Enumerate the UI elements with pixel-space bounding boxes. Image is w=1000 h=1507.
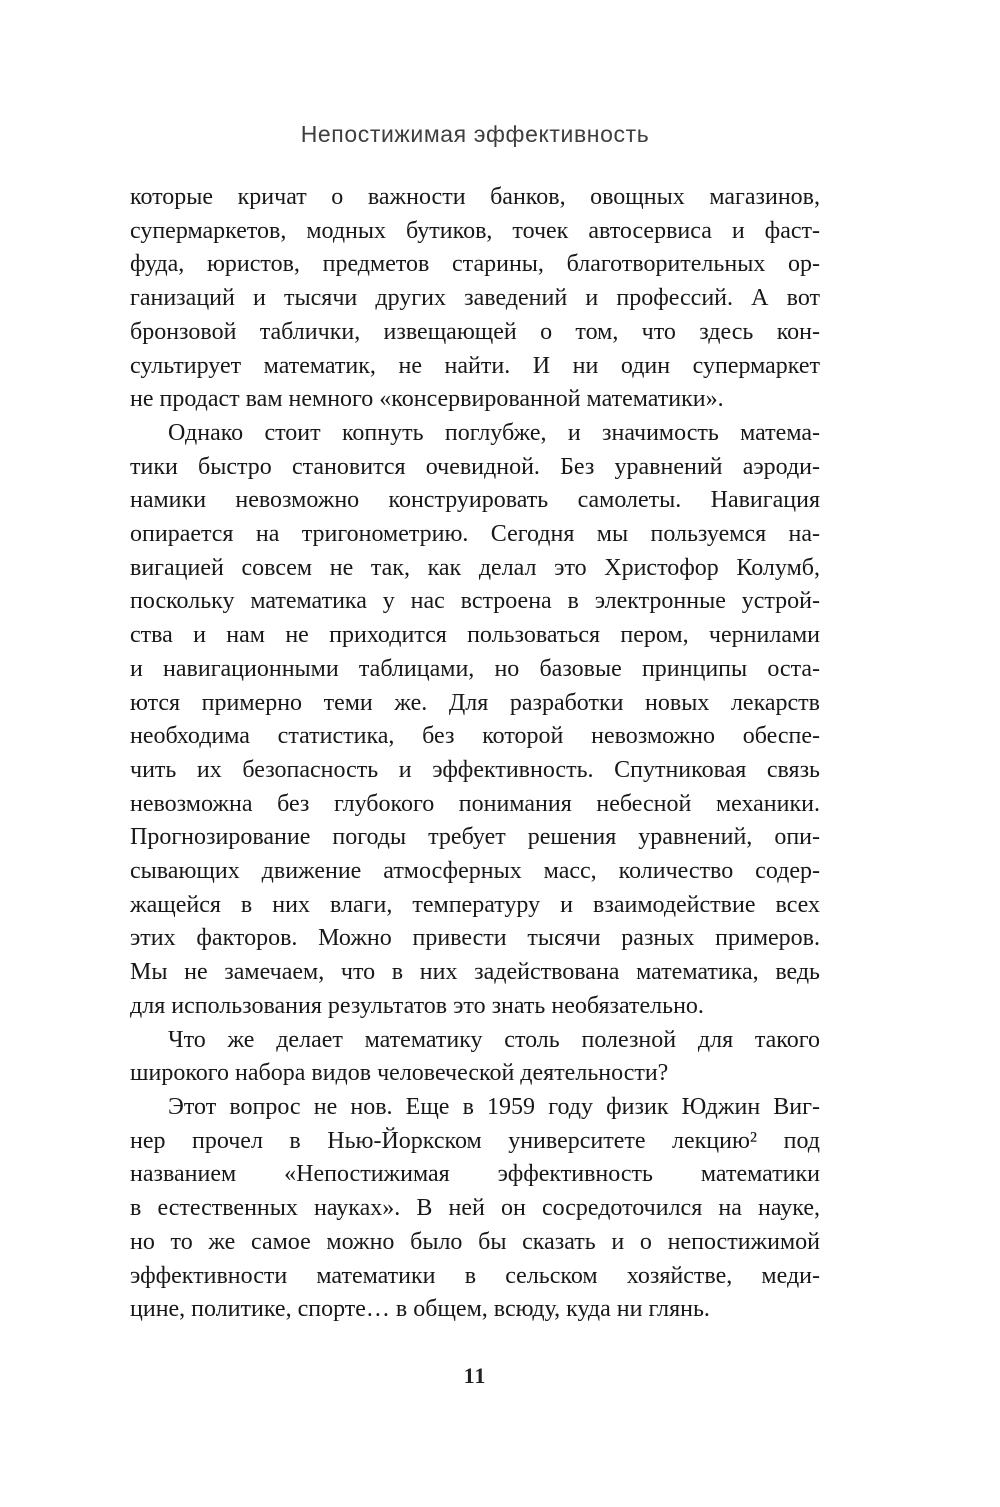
text-line: сультирует математик, не найти. И ни один супермаркет bbox=[130, 352, 820, 379]
text-line: сывающих движение атмосферных масс, количество содер- bbox=[130, 858, 820, 885]
text-line: ства и нам не приходится пользоваться пером, чернилами bbox=[130, 622, 820, 649]
paragraph bbox=[130, 417, 820, 1024]
text-line: жащейся в них влаги, температуру и взаимодействие всех bbox=[130, 891, 820, 918]
text-line: этих факторов. Можно привести тысячи разных примеров. bbox=[130, 925, 820, 952]
text-line: для использования результатов это знать необязательно. bbox=[130, 992, 704, 1019]
text-line: ются примерно теми же. Для разработки новых лекарств bbox=[130, 689, 820, 716]
text-line: Этот вопрос не нов. Еще в 1959 году физик Юджин Виг- bbox=[168, 1093, 820, 1120]
text-block bbox=[130, 181, 820, 1327]
text-line: эффективности математики в сельском хозяйстве, меди- bbox=[130, 1262, 820, 1289]
text-line: в естественных науках». В ней он сосредоточился на науке, bbox=[130, 1195, 820, 1222]
paragraph bbox=[130, 181, 820, 417]
text-line: и навигационными таблицами, но базовые принципы оста- bbox=[130, 655, 820, 682]
text-line: Прогнозирование погоды требует решения уравнений, опи- bbox=[130, 824, 820, 851]
paragraph bbox=[130, 1091, 820, 1327]
text-line: которые кричат о важности банков, овощных магазинов, bbox=[130, 184, 820, 210]
text-line: но то же самое можно было бы сказать и о непостижимой bbox=[130, 1228, 820, 1255]
text-line: нер прочел в Нью-Йоркском университете лекцию² под bbox=[130, 1127, 820, 1154]
text-line: вигацией совсем не так, как делал это Христофор Колумб, bbox=[130, 554, 820, 581]
text-line: широкого набора видов человеческой деятельности? bbox=[130, 1060, 669, 1087]
text-line: не продаст вам немного «консервированной математики». bbox=[130, 386, 724, 413]
text-line: Что же делает математику столь полезной для такого bbox=[168, 1026, 820, 1053]
text-line: супермаркетов, модных бутиков, точек автосервиса и фаст- bbox=[130, 217, 820, 244]
text-line: поскольку математика у нас встроена в электронные устрой- bbox=[130, 588, 820, 615]
text-line: Мы не замечаем, что в них задействована математика, ведь bbox=[130, 959, 820, 986]
text-line: названием «Непостижимая эффективность математики bbox=[130, 1161, 820, 1188]
text-line: бронзовой таблички, извещающей о том, что здесь кон- bbox=[130, 318, 820, 345]
running-head: Непостижимая эффективность bbox=[300, 121, 650, 147]
text-line: чить их безопасность и эффективность. Спутниковая связь bbox=[130, 756, 820, 783]
text-line: намики невозможно конструировать самолеты. Навигация bbox=[130, 487, 820, 514]
text-line: необходима статистика, без которой невозможно обеспе- bbox=[130, 723, 820, 750]
page-number: 11 bbox=[463, 1363, 487, 1388]
text-line: опирается на тригонометрию. Сегодня мы пользуемся на- bbox=[130, 521, 820, 548]
text-line: фуда, юристов, предметов старины, благотворительных ор- bbox=[130, 251, 820, 278]
text-line: ганизаций и тысячи других заведений и профессий. А вот bbox=[130, 285, 820, 312]
text-line: Однако стоит копнуть поглубже, и значимость матема- bbox=[168, 419, 820, 446]
text-line: невозможна без глубокого понимания небесной механики. bbox=[130, 790, 820, 817]
text-line: цине, политике, спорте… в общем, всюду, куда ни глянь. bbox=[130, 1296, 710, 1323]
text-line: тики быстро становится очевидной. Без уравнений аэроди- bbox=[130, 453, 820, 480]
paragraph bbox=[130, 1024, 820, 1091]
